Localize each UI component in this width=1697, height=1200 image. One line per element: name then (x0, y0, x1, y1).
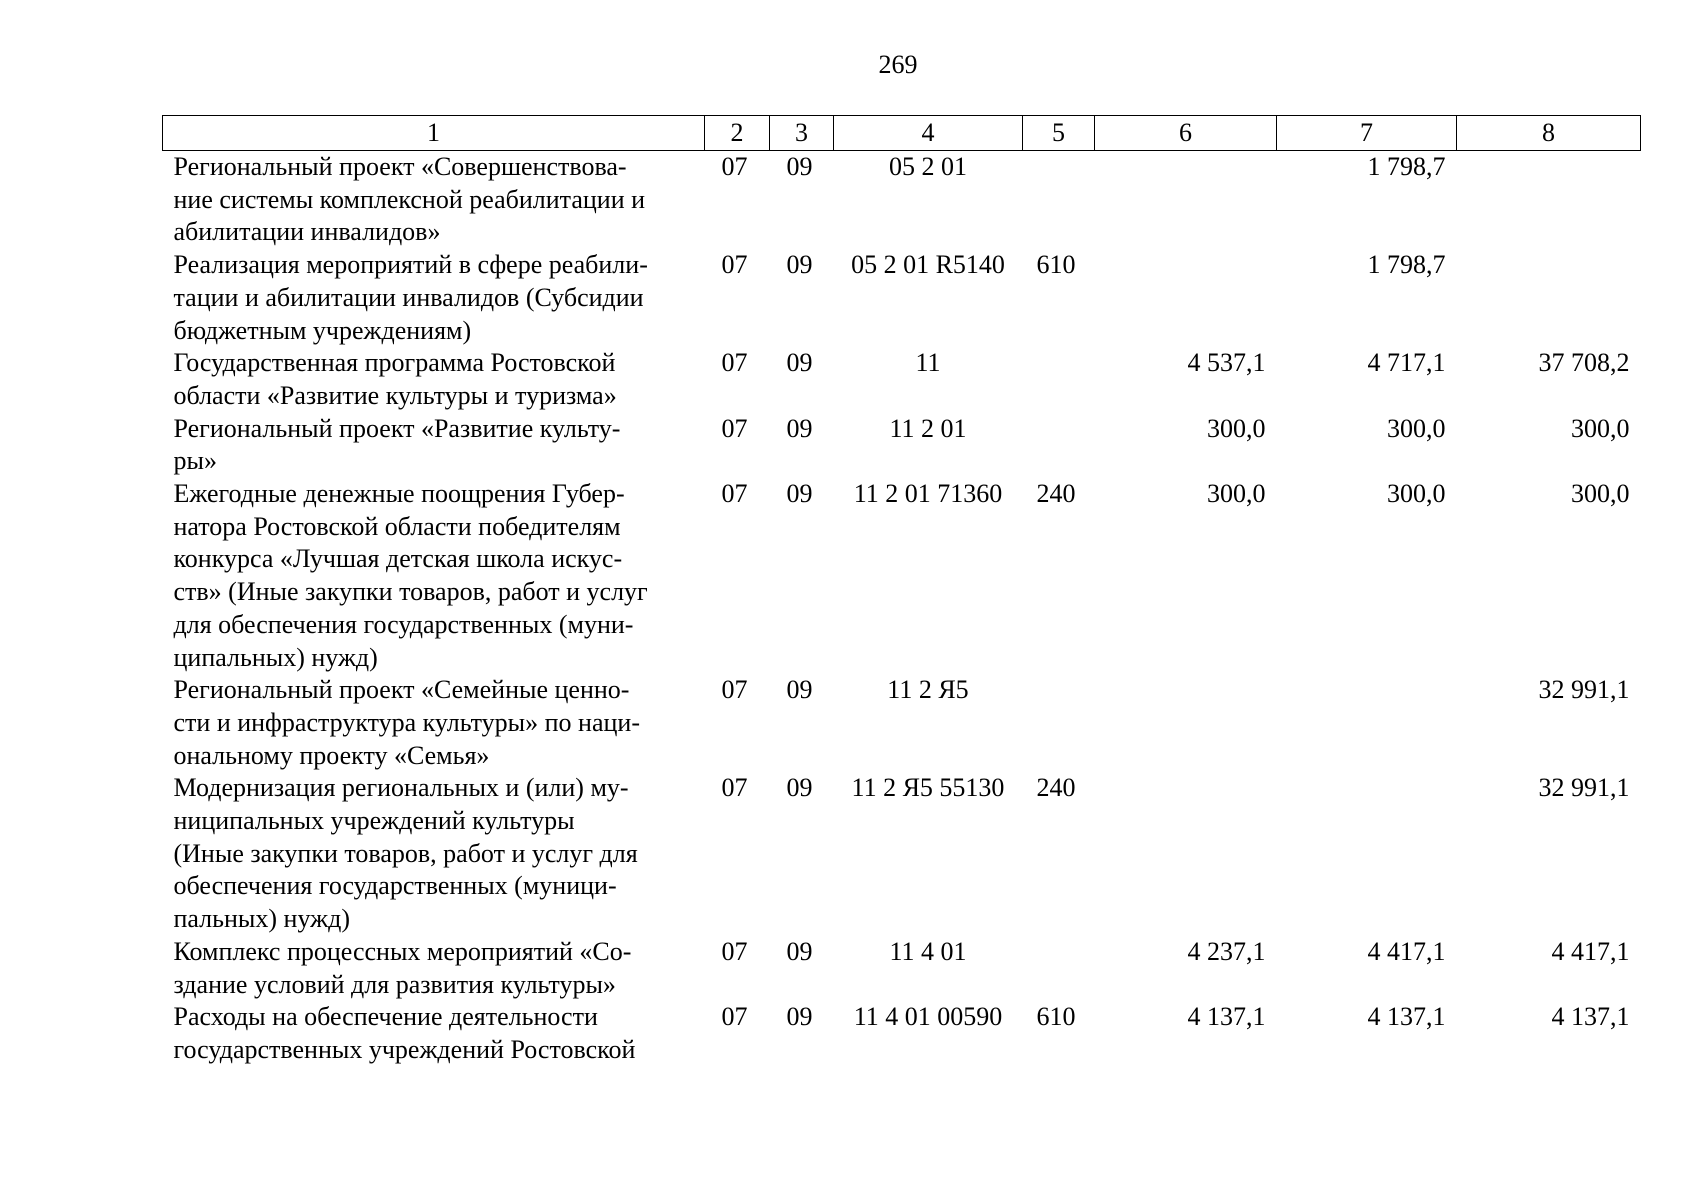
row-name-line: ств» (Иные закупки товаров, работ и услуг (173, 577, 648, 607)
row-name-line: сти и инфраструктура культуры» по наци- (173, 707, 640, 737)
row-name-line: Региональный проект «Развитие культу- (173, 413, 621, 443)
page-number: 269 (878, 50, 918, 79)
row-name-line: натора Ростовской области победителям (173, 511, 621, 541)
row-name-line: Региональный проект «Семейные ценно- (173, 675, 630, 705)
row-name (163, 772, 705, 936)
table-row (163, 413, 1641, 478)
header-col-5: 5 (1023, 116, 1095, 151)
row-name-line: ры» (173, 446, 217, 476)
row-name (163, 151, 705, 250)
table-row (163, 772, 1641, 936)
header-col-7: 7 (1277, 116, 1457, 151)
header-col-3: 3 (770, 116, 834, 151)
row-target-article: 11 2 01 (889, 413, 967, 443)
row-amount-col8 (1457, 151, 1641, 250)
row-subsection-code: 09 (786, 348, 813, 378)
row-name-line: Модернизация региональных и (или) му- (173, 773, 629, 803)
row-name-line: (Иные закупки товаров, работ и услуг для (173, 838, 638, 868)
row-name-line: для обеспечения государственных (муни- (173, 609, 634, 639)
table-row (163, 347, 1641, 412)
row-section-code: 07 (721, 1002, 748, 1032)
row-name-line: Реализация мероприятий в сфере реабили- (173, 250, 648, 280)
row-amount-col6 (1095, 151, 1277, 250)
row-subsection-code: 09 (786, 675, 813, 705)
row-amount-col6: 4 137,1 (1187, 1002, 1266, 1032)
row-name-line: ние системы комплексной реабилитации и (173, 184, 646, 214)
row-subsection-code: 09 (786, 936, 813, 966)
table-row (163, 936, 1641, 1001)
row-amount-col7: 1 798,7 (1367, 152, 1446, 181)
row-name (163, 413, 705, 478)
row-subsection-code: 09 (786, 1002, 813, 1032)
table-row (163, 249, 1641, 347)
row-amount-col7: 1 798,7 (1367, 250, 1446, 280)
row-name-line: Расходы на обеспечение деятельности (173, 1002, 598, 1032)
row-name-line: здание условий для развития культуры» (173, 969, 616, 999)
row-name (163, 1001, 705, 1066)
row-target-article: 05 2 01 R5140 (851, 250, 1005, 280)
row-expense-type (1023, 936, 1095, 1001)
row-subsection-code: 09 (786, 773, 813, 803)
row-target-article: 11 4 01 00590 (853, 1002, 1003, 1032)
row-target-article: 11 2 01 71360 (853, 479, 1003, 509)
row-name-line: пальных) нужд) (173, 904, 350, 934)
header-col-6: 6 (1095, 116, 1277, 151)
row-name (163, 478, 705, 674)
row-section-code: 07 (721, 773, 748, 803)
budget-table (162, 115, 1641, 1067)
table-row (163, 478, 1641, 674)
row-amount-col7: 300,0 (1387, 479, 1446, 509)
table-body (163, 151, 1641, 1067)
row-name-line: ниципальных учреждений культуры (173, 806, 575, 836)
row-name (163, 936, 705, 1001)
row-expense-type (1023, 347, 1095, 412)
row-amount-col6 (1095, 674, 1277, 772)
header-col-2: 2 (705, 116, 770, 151)
row-section-code: 07 (721, 413, 748, 443)
header-col-4: 4 (834, 116, 1023, 151)
row-name-line: конкурса «Лучшая детская школа искус- (173, 544, 623, 574)
row-amount-col6: 4 237,1 (1187, 936, 1266, 966)
row-amount-col7: 300,0 (1387, 413, 1446, 443)
row-name-line: ципальных) нужд) (173, 642, 378, 672)
row-name-line: Государственная программа Ростовской (173, 348, 616, 378)
row-target-article: 11 (915, 348, 941, 378)
row-amount-col8: 4 137,1 (1551, 1002, 1630, 1032)
row-amount-col6: 300,0 (1207, 413, 1266, 443)
row-amount-col8: 300,0 (1571, 413, 1630, 443)
row-amount-col7 (1277, 674, 1457, 772)
row-expense-type: 240 (1036, 773, 1076, 803)
table-header (163, 116, 1641, 151)
table-row (163, 674, 1641, 772)
row-name-line: Региональный проект «Совершенствова- (173, 152, 627, 181)
row-name-line: обеспечения государственных (муници- (173, 871, 617, 901)
row-name-line: ональному проекту «Семья» (173, 740, 490, 770)
row-amount-col8: 32 991,1 (1538, 773, 1630, 803)
row-name-line: тации и абилитации инвалидов (Субсидии (173, 282, 644, 312)
row-expense-type (1023, 151, 1095, 250)
row-amount-col8: 32 991,1 (1538, 675, 1630, 705)
row-amount-col8: 300,0 (1571, 479, 1630, 509)
header-col-1: 1 (163, 116, 705, 151)
row-subsection-code: 09 (786, 479, 813, 509)
row-expense-type: 240 (1036, 479, 1076, 509)
row-amount-col8: 4 417,1 (1551, 936, 1630, 966)
row-amount-col6: 300,0 (1207, 479, 1266, 509)
row-name-line: Ежегодные денежные поощрения Губер- (173, 479, 625, 509)
header-row (163, 116, 1641, 151)
row-section-code: 07 (721, 479, 748, 509)
header-col-8: 8 (1457, 116, 1641, 151)
row-amount-col8: 37 708,2 (1538, 348, 1630, 378)
row-target-article: 11 2 Я5 55130 (851, 773, 1005, 803)
row-amount-col7: 4 717,1 (1367, 348, 1446, 378)
row-name-line: государственных учреждений Ростовской (173, 1034, 636, 1064)
row-subsection-code: 09 (786, 413, 813, 443)
row-section-code: 07 (721, 936, 748, 966)
row-name (163, 249, 705, 347)
row-target-article: 11 4 01 (889, 936, 967, 966)
row-name (163, 674, 705, 772)
row-amount-col7: 4 137,1 (1367, 1002, 1446, 1032)
row-subsection-code: 09 (786, 250, 813, 280)
row-section-code: 07 (721, 250, 748, 280)
row-expense-type (1023, 674, 1095, 772)
row-target-article: 11 2 Я5 (887, 675, 969, 705)
row-amount-col6 (1095, 772, 1277, 936)
row-amount-col6: 4 537,1 (1187, 348, 1266, 378)
row-amount-col7: 4 417,1 (1367, 936, 1446, 966)
row-amount-col8 (1457, 249, 1641, 347)
table-row (163, 151, 1641, 250)
row-name-line: бюджетным учреждениям) (173, 315, 472, 345)
row-section-code: 07 (721, 675, 748, 705)
row-target-article: 05 2 01 (889, 152, 967, 181)
row-name-line: области «Развитие культуры и туризма» (173, 380, 617, 410)
row-amount-col7 (1277, 772, 1457, 936)
row-name-line: Комплекс процессных мероприятий «Со- (173, 936, 632, 966)
row-amount-col6 (1095, 249, 1277, 347)
row-subsection-code: 09 (786, 152, 813, 181)
table-row (163, 1001, 1641, 1066)
row-expense-type: 610 (1036, 250, 1076, 280)
row-section-code: 07 (721, 348, 748, 378)
row-name (163, 347, 705, 412)
row-section-code: 07 (721, 152, 748, 181)
row-expense-type: 610 (1036, 1002, 1076, 1032)
row-name-line: абилитации инвалидов» (173, 217, 441, 247)
row-expense-type (1023, 413, 1095, 478)
